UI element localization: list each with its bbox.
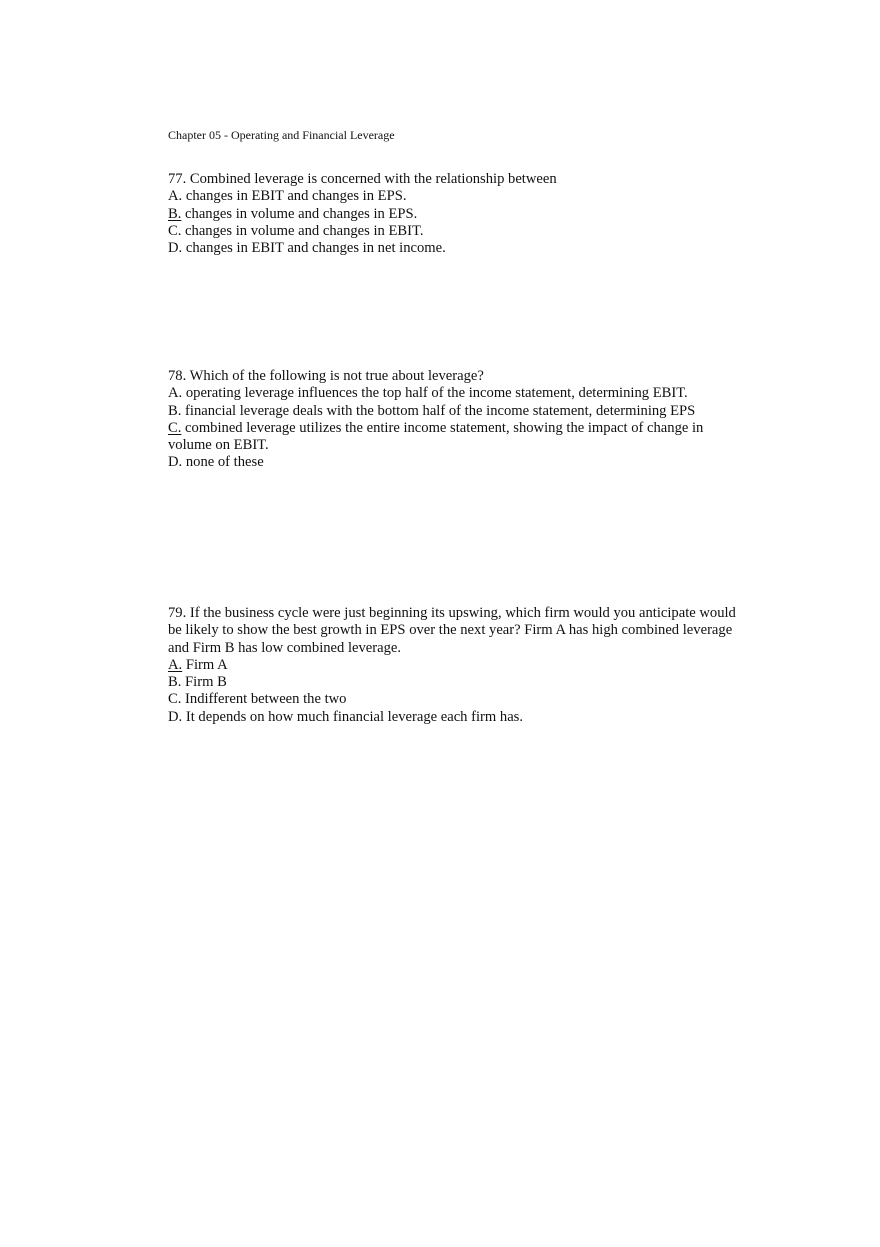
answer-option-a: [168, 657, 748, 674]
option-text: changes in EBIT and changes in EPS.: [185, 188, 407, 205]
option-letter: A.: [168, 385, 183, 402]
question-number: 78.: [168, 368, 187, 384]
question-stem: [168, 605, 748, 657]
option-letter: B.: [168, 674, 182, 691]
question-text: Which of the following is not true about leverage?: [189, 368, 484, 384]
option-letter: D.: [168, 240, 183, 257]
answer-option-b: [168, 403, 748, 420]
option-text: changes in EBIT and changes in net income.: [185, 240, 446, 257]
option-text: Indifferent between the two: [185, 691, 347, 708]
answer-option-d: [168, 709, 748, 726]
option-text: changes in volume and changes in EPS.: [185, 205, 418, 222]
option-text: operating leverage influences the top half of the income statement, determining EBIT.: [185, 385, 688, 402]
question-number: 79.: [168, 605, 187, 621]
option-text: combined leverage utilizes the entire income statement, showing the impact of change in volume on EBIT.: [168, 419, 704, 454]
option-letter: D.: [168, 454, 183, 471]
answer-option-a: [168, 385, 748, 402]
question-stem: [168, 171, 748, 188]
question-79: [168, 605, 748, 726]
question-number: 77.: [168, 171, 187, 187]
chapter-header: Chapter 05 - Operating and Financial Leverage: [168, 128, 395, 142]
question-78: [168, 368, 748, 472]
option-letter: D.: [168, 708, 183, 725]
option-letter: B.: [168, 402, 182, 419]
answer-option-c: [168, 223, 748, 240]
answer-option-a: [168, 188, 748, 205]
option-letter: C.: [168, 222, 182, 239]
correct-option-letter: A.: [168, 656, 183, 673]
answer-option-b: [168, 206, 748, 223]
correct-option-letter: B.: [168, 205, 182, 222]
option-letter: C.: [168, 691, 182, 708]
option-text: Firm A: [185, 656, 228, 673]
answer-option-c: [168, 420, 748, 455]
question-77: [168, 171, 748, 257]
answer-option-d: [168, 454, 748, 471]
option-text: It depends on how much financial leverage each firm has.: [185, 708, 524, 725]
option-text: financial leverage deals with the bottom half of the income statement, determining EPS: [185, 402, 696, 419]
answer-option-c: [168, 691, 748, 708]
question-stem: [168, 368, 748, 385]
answer-option-b: [168, 674, 748, 691]
question-text: Combined leverage is concerned with the relationship between: [189, 171, 557, 187]
option-text: changes in volume and changes in EBIT.: [185, 222, 424, 239]
option-text: Firm B: [185, 674, 227, 691]
answer-option-d: [168, 240, 748, 257]
option-text: none of these: [185, 454, 264, 471]
option-letter: A.: [168, 188, 183, 205]
correct-option-letter: C.: [168, 419, 182, 436]
question-text: If the business cycle were just beginning its upswing, which firm would you anticipate would be likely to show the best growth in EPS over the next year? Firm A has high combined leverage and Firm B has low combined leverage.: [168, 605, 736, 656]
